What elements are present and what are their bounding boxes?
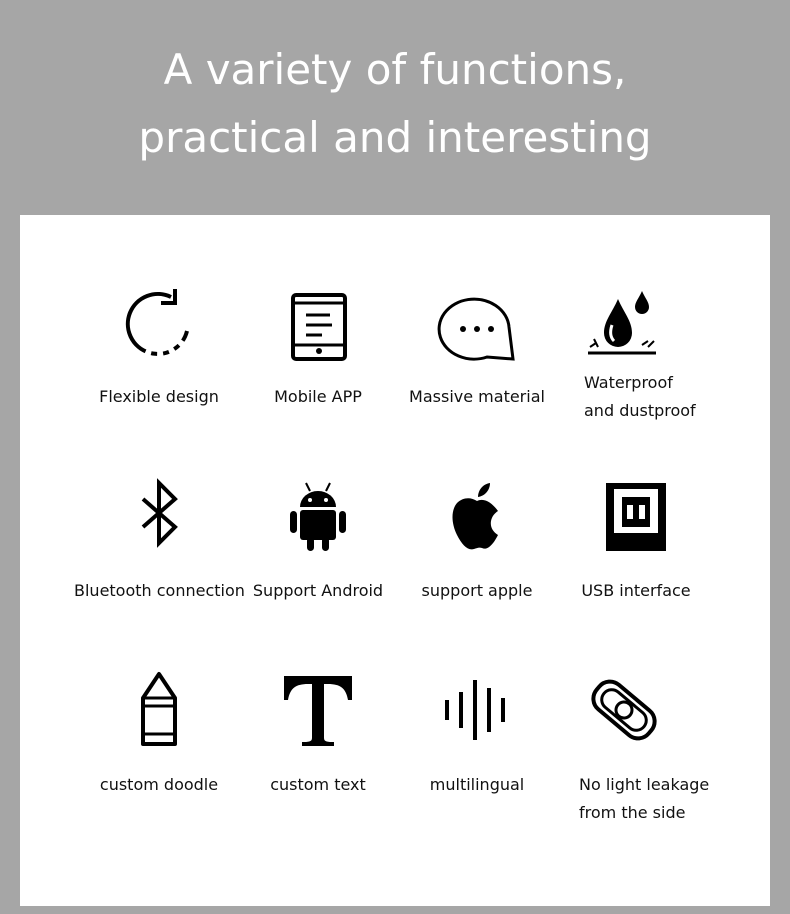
chat-bubble-icon bbox=[432, 285, 522, 365]
feature-label: multilingual bbox=[429, 775, 525, 794]
text-icon bbox=[273, 670, 363, 750]
headline-line-2: practical and interesting bbox=[138, 113, 652, 162]
bluetooth-icon bbox=[114, 477, 204, 557]
usb-icon bbox=[591, 477, 681, 557]
feature-label-line-1: Waterproof bbox=[584, 373, 673, 392]
feature-label: custom text bbox=[270, 775, 366, 794]
refresh-icon bbox=[114, 285, 204, 365]
feature-label: support apple bbox=[421, 581, 533, 600]
feature-label bbox=[584, 369, 754, 425]
pencil-icon bbox=[114, 670, 204, 750]
water-drop-icon bbox=[579, 285, 669, 365]
soundwave-icon bbox=[432, 670, 522, 750]
feature-label-line-2: from the side bbox=[579, 803, 686, 822]
feature-label: Flexible design bbox=[99, 387, 219, 406]
feature-label: Bluetooth connection bbox=[74, 581, 245, 600]
feature-label: custom doodle bbox=[99, 775, 219, 794]
android-icon bbox=[273, 477, 363, 557]
headline-line-1: A variety of functions, bbox=[163, 45, 627, 94]
feature-label: Massive material bbox=[409, 387, 545, 406]
feature-label bbox=[579, 771, 749, 827]
feature-label: Support Android bbox=[252, 581, 384, 600]
feature-label: USB interface bbox=[581, 581, 691, 600]
headline bbox=[0, 36, 790, 172]
feature-label: Mobile APP bbox=[274, 387, 362, 406]
tablet-icon bbox=[273, 285, 363, 365]
features-card bbox=[20, 215, 770, 906]
apple-icon bbox=[432, 477, 522, 557]
feature-label-line-2: and dustproof bbox=[584, 401, 696, 420]
device-icon bbox=[579, 670, 669, 750]
feature-label-line-1: No light leakage bbox=[579, 775, 710, 794]
